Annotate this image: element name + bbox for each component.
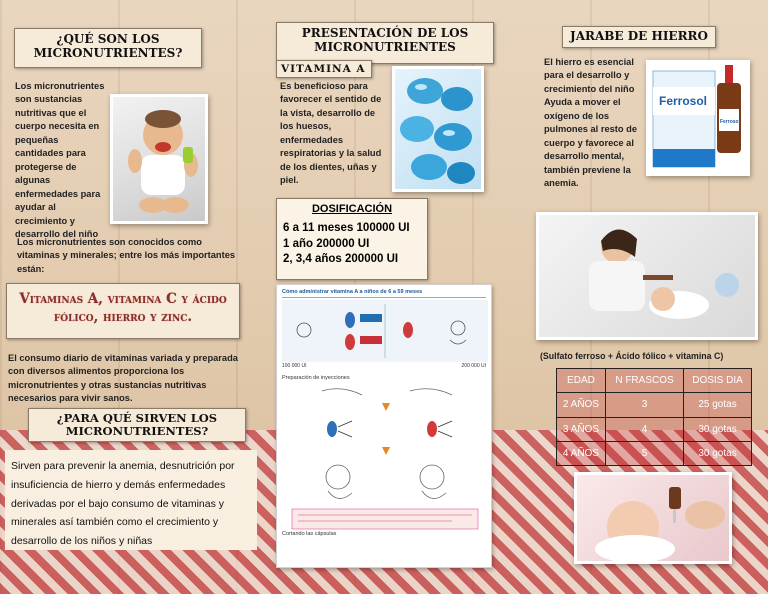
iron-dosage-table-grid <box>556 368 752 466</box>
known-as-text: Los micronutrientes son conocidos como vitaminas y minerales; entre los más importantes están: <box>17 237 236 274</box>
presentation-title-text: PRESENTACIÓN DE LOS MICRONUTRIENTES <box>301 26 469 54</box>
table-cell: 25 gotas <box>684 393 752 417</box>
vitamin-a-text: Es beneficioso para favorecer el sentido de la vista, desarrollo de los huesos, enfermedades respiratorias y la salud de los dientes, uñas y piel. <box>280 81 382 186</box>
baby-illustration <box>113 97 205 221</box>
table-header: EDAD <box>557 369 606 393</box>
table-cell: 30 gotas <box>684 417 752 441</box>
dosage-line: 1 año 200000 UI <box>283 237 370 250</box>
presentation-title <box>276 22 494 64</box>
mother-baby-photo <box>536 212 758 340</box>
iron-syrup-title-text: JARABE DE HIERRO <box>570 29 708 43</box>
table-cell: 3 <box>605 393 683 417</box>
what-are-micronutrients-title-text: ¿QUÉ SON LOS MICRONUTRIENTES? <box>33 32 183 60</box>
guide-dose-100k: 100 000 UI <box>282 363 307 369</box>
table-cell: 2 AÑOS <box>557 393 606 417</box>
ferrosol-box-label: Ferrosol <box>659 94 708 108</box>
guide-section-preparation: Preparación de inyecciones <box>282 375 350 381</box>
table-cell: 30 gotas <box>684 441 752 465</box>
vitamin-a-label-text: VITAMINA A <box>281 63 366 75</box>
table-cell: 4 AÑOS <box>557 441 606 465</box>
what-for-title <box>28 408 246 442</box>
vitamin-a-capsules-photo <box>392 66 484 192</box>
dosage-title: DOSIFICACIÓN <box>311 203 393 215</box>
guide-dose-200k: 200 000 UI <box>461 363 486 369</box>
iron-syrup-title <box>562 26 716 48</box>
dosage-box <box>276 198 428 280</box>
svg-text:Ferrosol: Ferrosol <box>720 119 741 125</box>
table-cell: 3 AÑOS <box>557 417 606 441</box>
guide-title: Cómo administrar vitamina A a niños de 6 a 59 meses <box>282 289 486 298</box>
table-cell: 4 <box>605 417 683 441</box>
purpose-text-box <box>5 450 257 550</box>
capsules-illustration <box>395 69 481 189</box>
table-cell: 5 <box>605 441 683 465</box>
baby-drops-illustration <box>577 475 729 561</box>
vitamin-a-label <box>276 60 372 78</box>
dosage-line: 2, 3,4 años 200000 UI <box>283 253 399 266</box>
guide-dosage-diagram <box>282 300 488 362</box>
micronutrients-intro: Los micronutrientes son sustancias nutritivas que el cuerpo necesita en pequeñas cantidades para protegerse de algunas enfermedades para ayudar al crecimiento y desarrollo del niño <box>15 81 105 240</box>
ferrosol-box-illustration <box>649 63 747 173</box>
guide-steps-diagram <box>282 381 488 531</box>
key-micronutrients-text: Vitaminas A, vitamina C y ácido fólico, hierro y zinc. <box>19 291 227 326</box>
what-for-title-text: ¿PARA QUÉ SIRVEN LOS MICRONUTRIENTES? <box>56 411 218 439</box>
baby-photo <box>110 94 208 224</box>
administration-guide <box>276 284 492 568</box>
key-micronutrients-banner <box>6 283 240 339</box>
ferrosol-product-photo <box>646 60 750 176</box>
iron-dosage-table <box>556 368 752 466</box>
baby-drops-photo <box>574 472 732 564</box>
table-header: N FRASCOS <box>605 369 683 393</box>
guide-section-cutting: Cortando las cápsulas <box>282 531 337 537</box>
iron-text: El hierro es esencial para el desarrollo y crecimiento del niño Ayuda a mover el oxígeno de los pulmones al resto de cuerpo y favorece al desarrollo mental, también previene la anemia. <box>544 57 637 189</box>
daily-consumption-text: El consumo diario de vitaminas variada y preparada con diversos alimentos proporciona los micronutrientes y otras sustancias nutritivas necesarios para vivir sanos. <box>8 353 238 404</box>
table-header: DOSIS DIA <box>684 369 752 393</box>
purpose-text: Sirven para prevenir la anemia, desnutrición por insuficiencia de hierro y demás enfermedades derivadas por el bajo consumo de vitaminas y minerales así también como el crecimiento y desarrollo de los niños y niñas <box>11 460 235 547</box>
mother-baby-illustration <box>539 215 755 337</box>
what-are-micronutrients-title <box>14 28 202 68</box>
dosage-line: 6 a 11 meses 100000 UI <box>283 222 410 234</box>
syrup-composition-caption: (Sulfato ferroso + Ácido fólico + vitamina C) <box>540 351 724 361</box>
